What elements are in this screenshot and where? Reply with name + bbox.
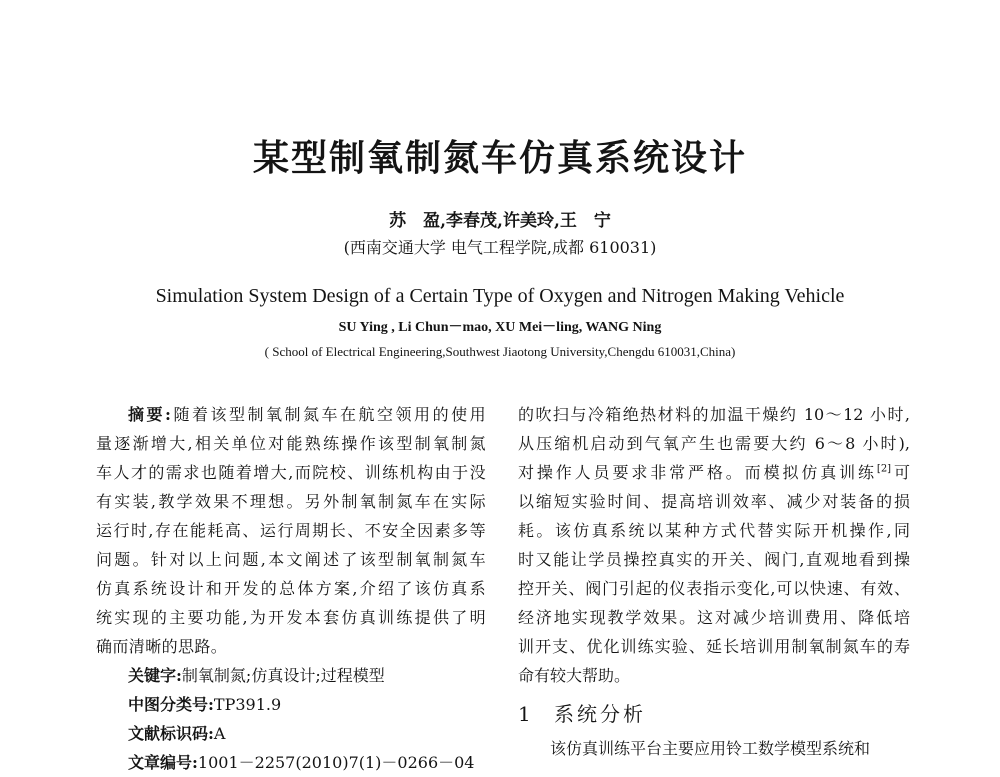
body-line: 命有较大帮助。 [518, 666, 631, 685]
abstract-line: 确而清晰的思路。 [96, 637, 228, 656]
abstract-line: 问题。针对以上问题,本文阐述了该型制氧制氮车 [96, 550, 486, 569]
clc-value: TP391.9 [213, 695, 282, 714]
doc-code-label: 文献标识码: [128, 724, 214, 743]
abstract-line: 有实装,教学效果不理想。另外制氧制氮车在实际 [96, 492, 486, 511]
paper-title: 某型制氧制氮车仿真系统设计 [252, 137, 747, 179]
keywords-value: 制氧制氮;仿真设计;过程模型 [181, 666, 385, 685]
doc-code-value: A [213, 724, 226, 743]
right-column [518, 400, 910, 763]
abstract-line: 运行时,存在能耗高、运行周期长、不安全因素多等 [96, 521, 486, 540]
keywords-label: 关键字: [128, 666, 182, 685]
keywords [96, 661, 486, 690]
body-text: 对操作人员要求非常严格。而模拟仿真训练 [518, 463, 877, 482]
body-line: 以缩短实验时间、提高培训效率、减少对装备的损 [518, 492, 910, 511]
body-line: 的吹扫与冷箱绝热材料的加温干燥约 10～12 小时, [518, 405, 910, 424]
abstract-text: 随着该型制氧制氮车在航空领用的使用 [171, 405, 486, 424]
body-line: 时又能让学员操控真实的开关、阀门,直观地看到操 [518, 550, 910, 569]
affiliation-chinese: (西南交通大学 电气工程学院,成都 610031) [343, 238, 657, 257]
abstract-label: 摘要: [128, 405, 172, 424]
section-number: 1 [518, 702, 531, 726]
body-line [518, 458, 910, 487]
clc-label: 中图分类号: [128, 695, 214, 714]
abstract-line: 仿真系统设计和开发的总体方案,介绍了该仿真系 [96, 579, 486, 598]
section-heading [518, 694, 910, 734]
abstract-line: 量逐渐增大,相关单位对能熟练操作该型制氧制氮 [96, 434, 486, 453]
body-line: 控开关、阀门引起的仪表指示变化,可以快速、有效、 [518, 579, 910, 598]
reference-mark: [2] [876, 463, 892, 475]
document-code [96, 719, 486, 748]
left-column [96, 400, 486, 777]
article-id-label: 文章编号: [128, 753, 198, 772]
body-line: 该仿真训练平台主要应用铃工数学模型系统和 [550, 739, 871, 758]
affiliation-english: ( School of Electrical Engineering,Southwest Jiaotong University,Chengdu 610031,China) [264, 344, 736, 359]
paper-title-english: Simulation System Design of a Certain Type of Oxygen and Nitrogen Making Vehicle [155, 285, 845, 307]
article-id-value: 1001－2257(2010)7(1)－0266－04 [197, 753, 475, 772]
body-text: 可 [891, 463, 910, 482]
abstract-line: 统实现的主要功能,为开发本套仿真训练提供了明 [96, 608, 486, 627]
body-line: 从压缩机启动到气氧产生也需要大约 6～8 小时), [518, 434, 910, 453]
abstract-line [96, 400, 486, 429]
authors-english: SU Ying , Li Chun－mao, XU Mei－ling, WANG Ning [338, 320, 662, 335]
authors-chinese: 苏 盈,李春茂,许美玲,王 宁 [389, 211, 611, 231]
section-title: 系统分析 [554, 702, 646, 726]
body-line: 耗。该仿真系统以某种方式代替实际开机操作,同 [518, 521, 910, 540]
body-line: 训开支、优化训练实验、延长培训用制氧制氮车的寿 [518, 637, 910, 656]
abstract-line: 车人才的需求也随着增大,而院校、训练机构由于没 [96, 463, 486, 482]
body-line: 经济地实现教学效果。这对减少培训费用、降低培 [518, 608, 910, 627]
clc-number [96, 690, 486, 719]
article-id [96, 748, 486, 777]
